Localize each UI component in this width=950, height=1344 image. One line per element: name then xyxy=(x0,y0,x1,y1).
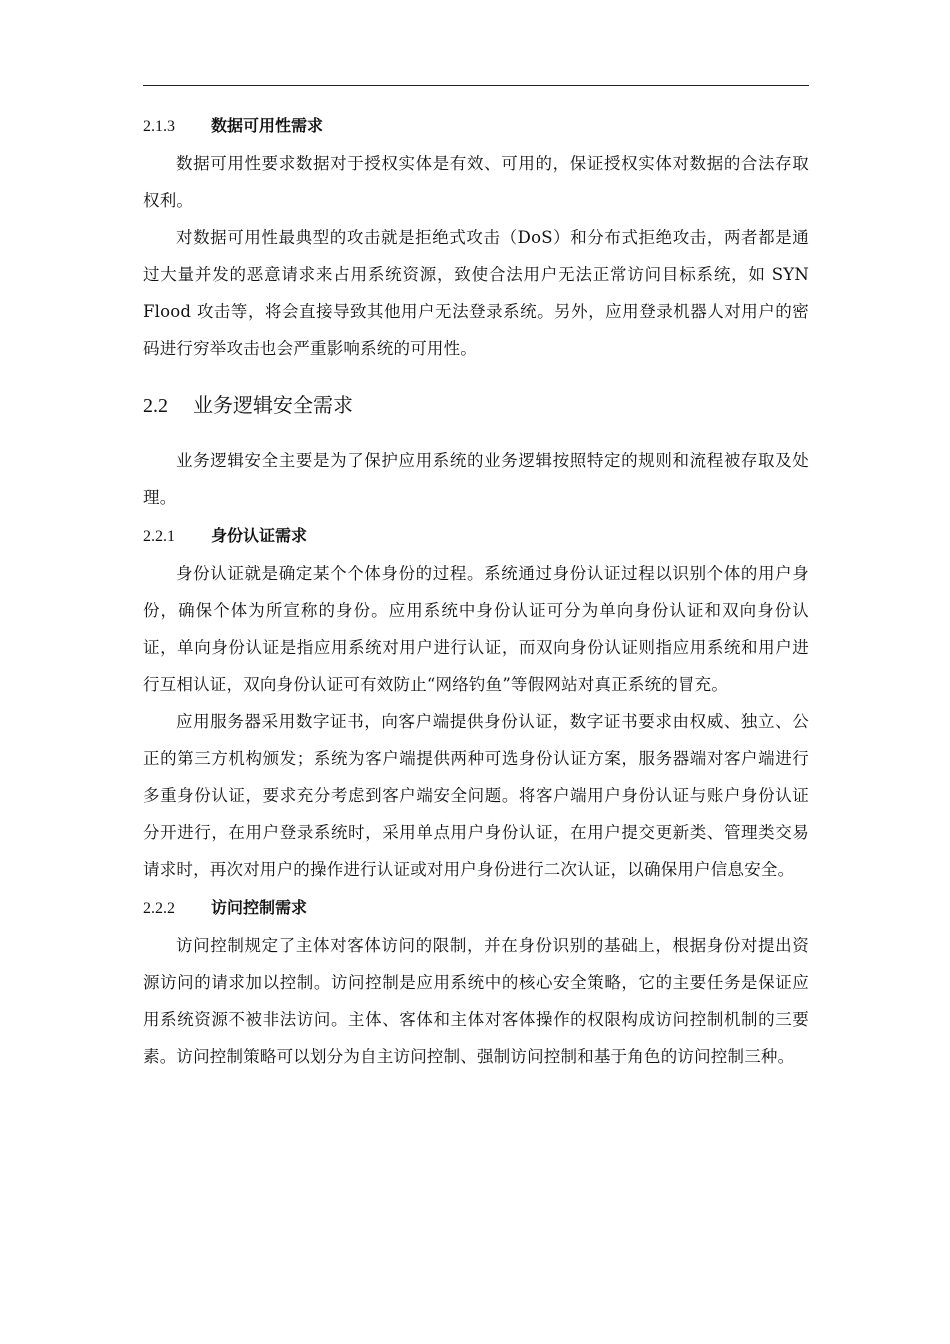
section-title: 业务逻辑安全需求 xyxy=(193,393,353,417)
section-number: 2.2 xyxy=(143,395,168,417)
heading-2-2-2 xyxy=(143,894,809,923)
section-title: 访问控制需求 xyxy=(211,898,308,917)
section-title: 数据可用性需求 xyxy=(211,116,324,135)
heading-2-1-3 xyxy=(143,112,809,141)
paragraph: 访问控制规定了主体对客体访问的限制，并在身份识别的基础上，根据身份对提出资源访问的请求加以控制。访问控制是应用系统中的核心安全策略，它的主要任务是保证应用系统资源不被非法访问。主体、客体和主体对客体操作的权限构成访问控制机制的三要素。访问控制策略可以划分为自主访问控制、强制访问控制和基于角色的访问控制三种。 xyxy=(143,936,809,1066)
paragraph: 业务逻辑安全主要是为了保护应用系统的业务逻辑按照特定的规则和流程被存取及处理。 xyxy=(143,451,809,507)
paragraph: 应用服务器采用数字证书，向客户端提供身份认证，数字证书要求由权威、独立、公正的第三方机构颁发；系统为客户端提供两种可选身份认证方案，服务器端对客户端进行多重身份认证，要求充分考虑到客户端安全问题。将客户端用户身份认证与账户身份认证分开进行，在用户登录系统时，采用单点用户身份认证，在用户提交更新类、管理类交易请求时，再次对用户的操作进行认证或对用户身份进行二次认证，以确保用户信息安全。 xyxy=(143,712,809,879)
heading-2-2 xyxy=(143,389,809,422)
section-number: 2.2.1 xyxy=(143,528,175,545)
paragraph: 数据可用性要求数据对于授权实体是有效、可用的，保证授权实体对数据的合法存取权利。 xyxy=(143,154,809,210)
paragraph: 对数据可用性最典型的攻击就是拒绝式攻击（DoS）和分布式拒绝攻击，两者都是通过大量并发的恶意请求来占用系统资源，致使合法用户无法正常访问目标系统，如 SYN Flood 攻击等，将会直接导致其他用户无法登录系统。另外，应用登录机器人对用户的密码进行穷举攻击也会严重影响系统的可用性。 xyxy=(143,228,809,358)
section-number: 2.2.2 xyxy=(143,900,175,917)
section-number: 2.1.3 xyxy=(143,118,175,135)
section-title: 身份认证需求 xyxy=(211,526,308,545)
header-rule xyxy=(143,85,809,86)
heading-2-2-1 xyxy=(143,522,809,551)
paragraph: 身份认证就是确定某个个体身份的过程。系统通过身份认证过程以识别个体的用户身份，确保个体为所宣称的身份。应用系统中身份认证可分为单向身份认证和双向身份认证，单向身份认证是指应用系统对用户进行认证，而双向身份认证则指应用系统和用户进行互相认证，双向身份认证可有效防止“网络钓鱼”等假网站对真正系统的冒充。 xyxy=(143,564,809,694)
page-content xyxy=(143,112,809,1075)
